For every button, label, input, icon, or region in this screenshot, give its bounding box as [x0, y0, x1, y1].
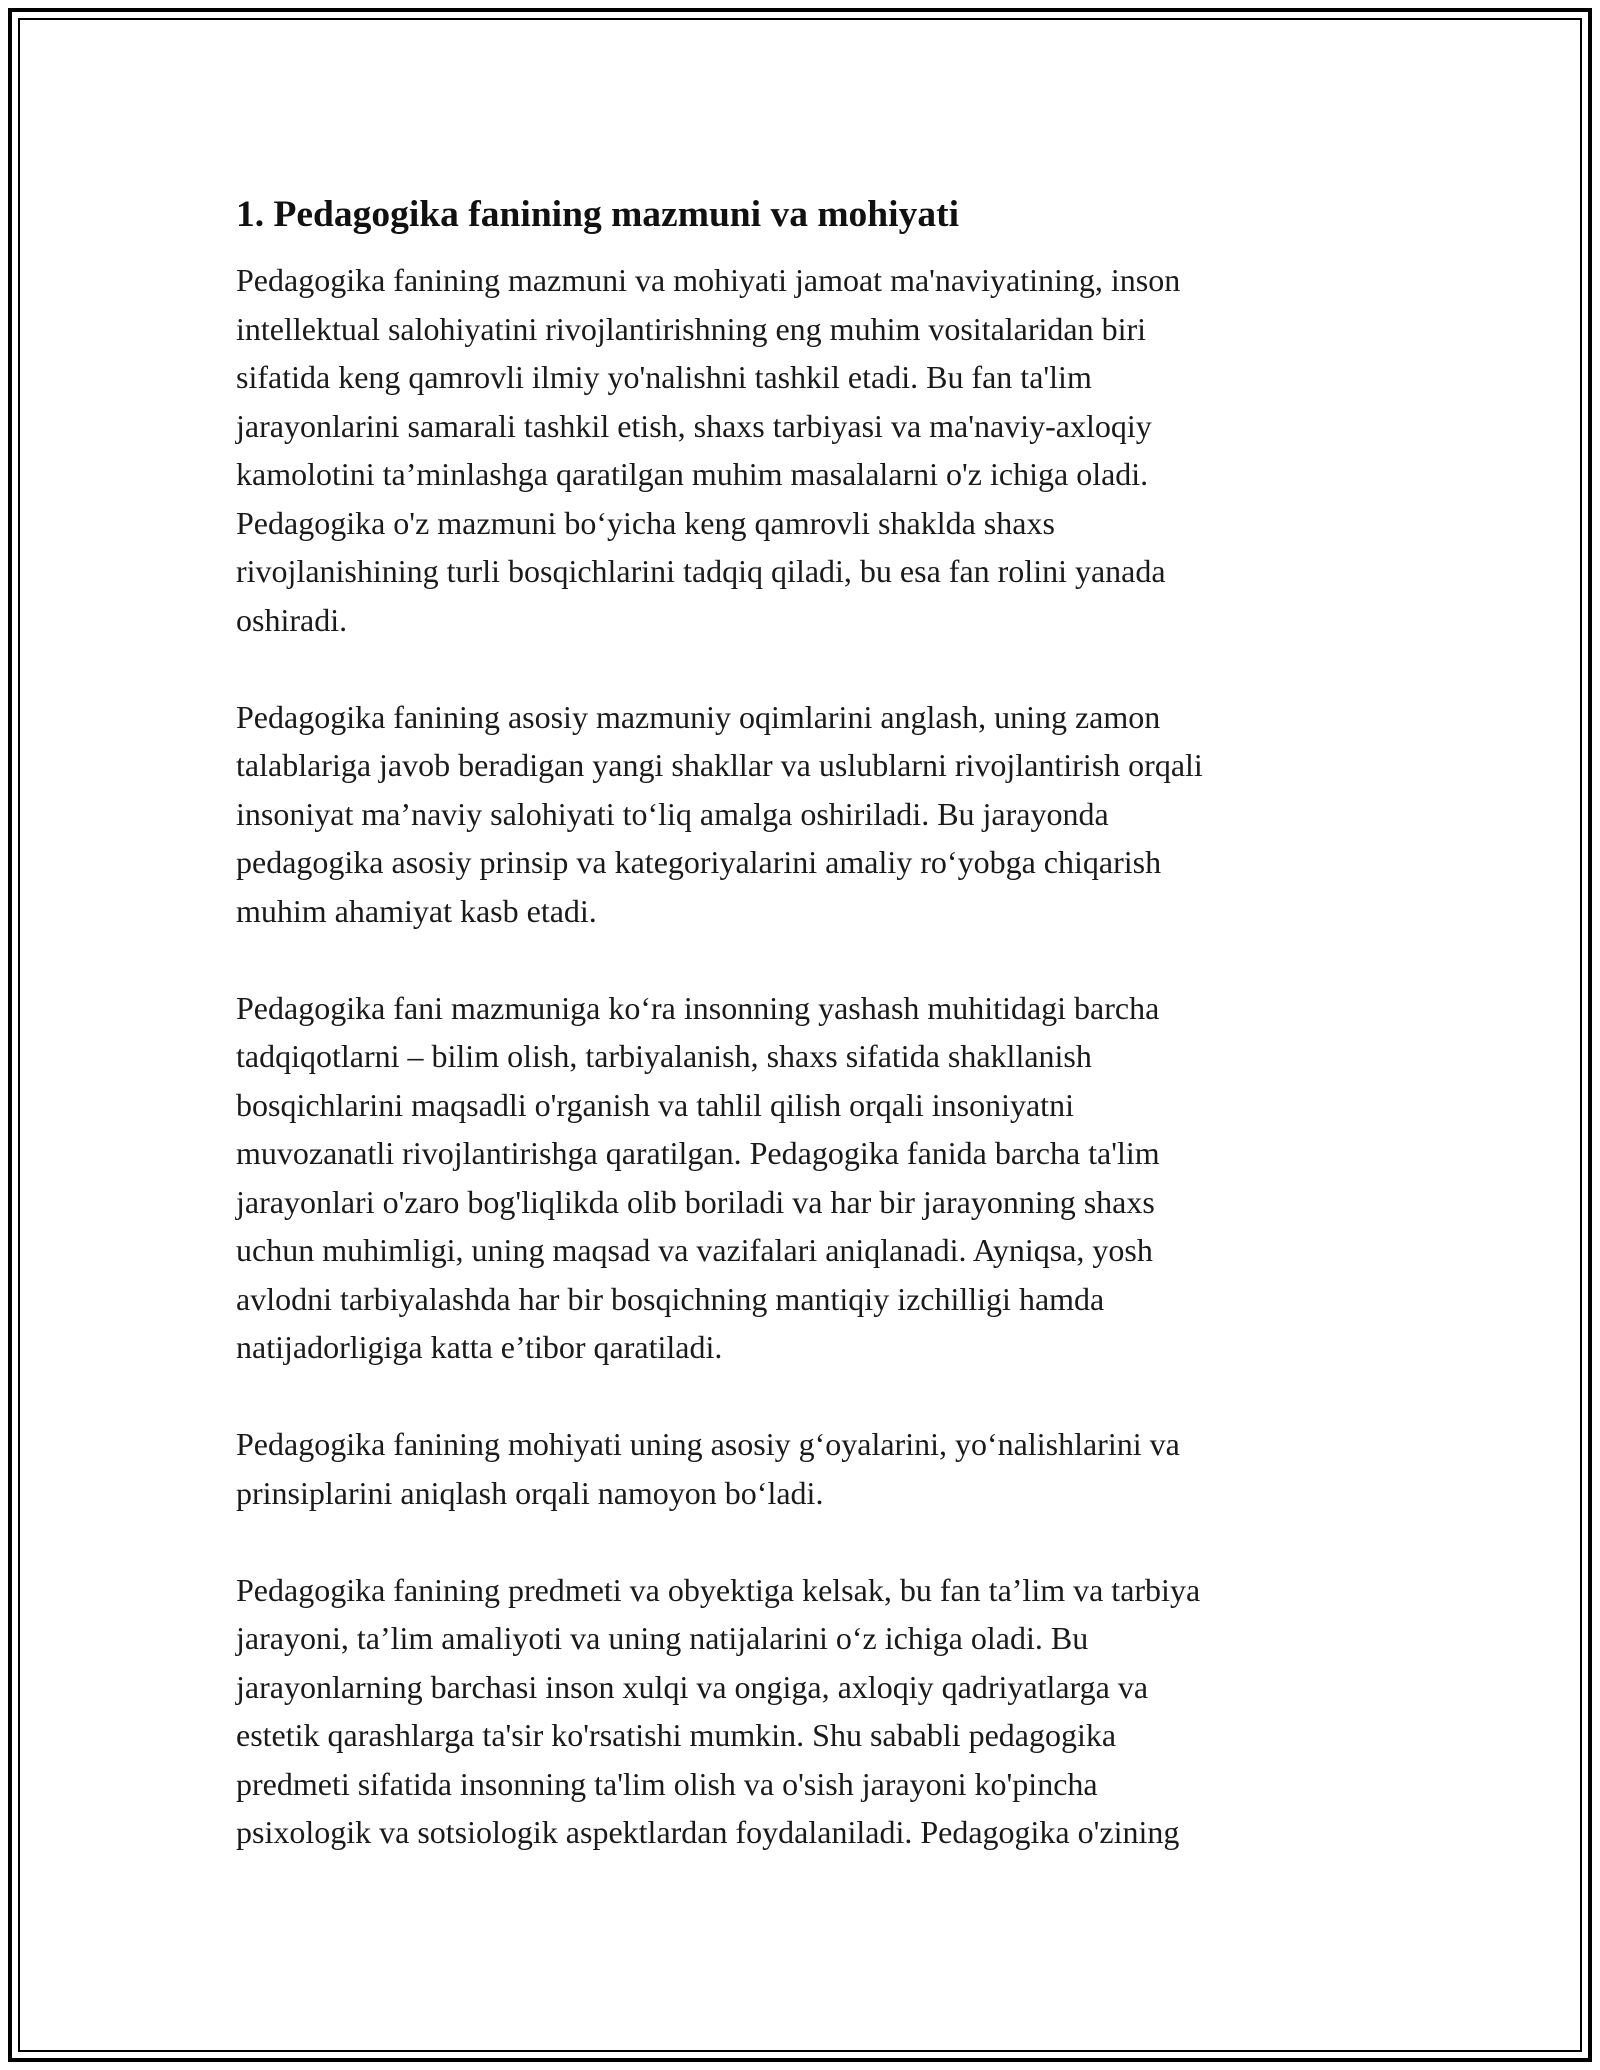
paragraph-4: Pedagogika fanining mohiyati uning asosiy g‘oyalarini, yo‘nalishlarini va prinsiplarini aniqlash orqali namoyon bo‘ladi.	[236, 1426, 1180, 1511]
paragraph-list	[236, 256, 1376, 1857]
section-heading: 1. Pedagogika fanining mazmuni va mohiyati	[236, 194, 959, 235]
document-body	[236, 186, 1376, 1905]
paragraph-3: Pedagogika fani mazmuniga ko‘ra insonning yashash muhitidagi barcha tadqiqotlarni – bilim olish, tarbiyalanish, shaxs sifatida shakllanish bosqichlarini maqsadli o'rganish va tahlil qilish orqali insoniyatni muvozanatli rivojlantirishga qaratilgan. Pedagogika fanida barcha ta'lim jarayonlari o'zaro bog'liqlikda olib boriladi va har bir jarayonning shaxs uchun muhimligi, uning maqsad va vazifalari aniqlanadi. Ayniqsa, yosh avlodni tarbiyalashda har bir bosqichning mantiqiy izchilligi hamda natijadorligiga katta e’tibor qaratiladi.	[236, 989, 1160, 1365]
paragraph-1: Pedagogika fanining mazmuni va mohiyati jamoat ma'naviyatining, inson intellektual salohiyatini rivojlantirishning eng muhim vositalaridan biri sifatida keng qamrovli ilmiy yo'nalishni tashkil etadi. Bu fan ta'lim jarayonlarini samarali tashkil etish, shaxs tarbiyasi va ma'naviy-axloqiy kamolotini ta’minlashga qaratilgan muhim masalalarni o'z ichiga oladi. Pedagogika o'z mazmuni bo‘yicha keng qamrovli shaklda shaxs rivojlanishining turli bosqichlarini tadqiq qiladi, bu esa fan rolini yanada oshiradi.	[236, 262, 1181, 638]
paragraph-5: Pedagogika fanining predmeti va obyektiga kelsak, bu fan ta’lim va tarbiya jarayoni, ta’lim amaliyoti va uning natijalarini o‘z ichiga oladi. Bu jarayonlarning barchasi inson xulqi va ongiga, axloqiy qadriyatlarga va estetik qarashlarga ta'sir ko'rsatishi mumkin. Shu sababli pedagogika predmeti sifatida insonning ta'lim olish va o'sish jarayoni ko'pincha psixologik va sotsiologik aspektlardan foydalaniladi. Pedagogika o'zining	[236, 1571, 1201, 1850]
paragraph-2: Pedagogika fanining asosiy mazmuniy oqimlarini anglash, uning zamon talablariga javob beradigan yangi shakllar va uslublarni rivojlantirish orqali insoniyat ma’naviy salohiyati to‘liq amalga oshiriladi. Bu jarayonda pedagogika asosiy prinsip va kategoriyalarini amaliy ro‘yobga chiqarish muhim ahamiyat kasb etadi.	[236, 698, 1203, 929]
